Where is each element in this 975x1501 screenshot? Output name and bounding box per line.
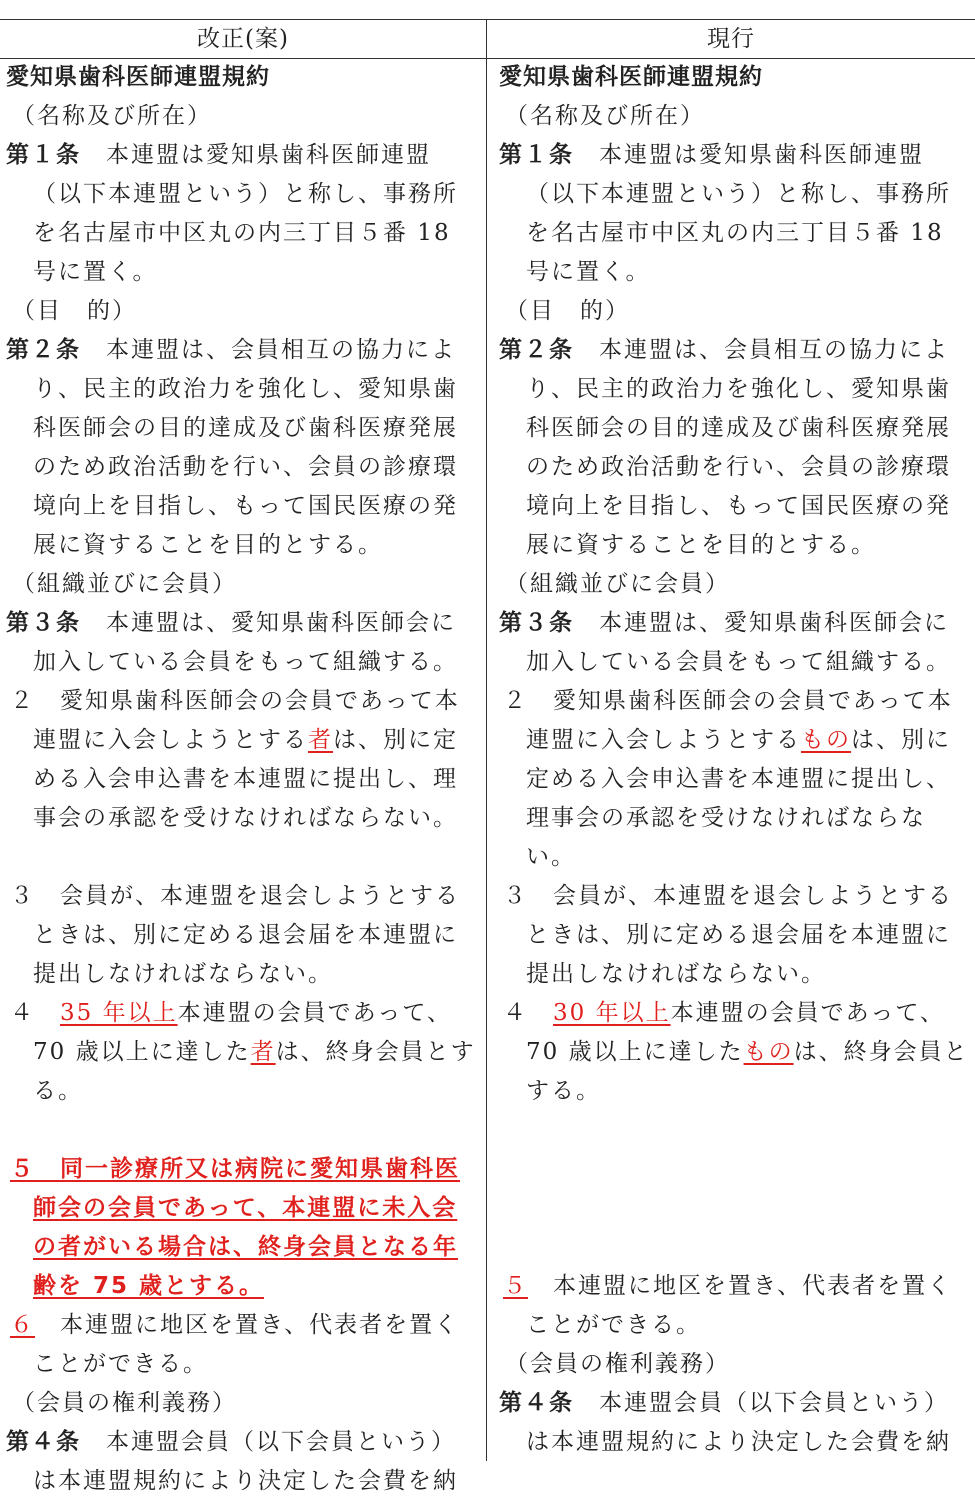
paragraph-text: 会員が、本連盟を退会しようとするときは、別に定める退会届を本連盟に提出しなければならない。: [33, 883, 460, 987]
article-2: [6, 331, 478, 565]
article-4: [6, 1423, 478, 1501]
spacer: [6, 838, 478, 877]
paragraph-number: ４: [10, 1000, 35, 1026]
caption-purpose: （目 的）: [12, 298, 137, 324]
spacer: [499, 1111, 969, 1150]
current-column: [499, 58, 969, 1462]
caption-member-rights: （会員の権利義務）: [12, 1390, 237, 1416]
caption-name-location: （名称及び所在）: [505, 103, 705, 129]
paragraph-number: ３: [10, 883, 35, 909]
article-text: 本連盟は愛知県歯科医師連盟（以下本連盟という）と称し、事務所を名古屋市中区丸の内三丁目５番 18 号に置く。: [33, 142, 458, 285]
paragraph-number: ５: [503, 1273, 528, 1299]
article-text: 本連盟は愛知県歯科医師連盟（以下本連盟という）と称し、事務所を名古屋市中区丸の内三丁目５番 18 号に置く。: [526, 142, 951, 285]
paragraph-text: 愛知県歯科医師会の会員であって本連盟に入会しようとする: [526, 688, 953, 753]
paragraph-text: は、別に定める入会申込書を本連盟に提出し、理事会の承認を受けなければならない。: [33, 727, 458, 831]
amended-text: 者: [308, 727, 333, 753]
changed-text: もの: [801, 727, 851, 753]
amended-text: 者: [250, 1039, 276, 1065]
document-title: 愛知県歯科医師連盟規約: [6, 64, 270, 90]
paragraph-2: [6, 682, 478, 838]
changed-text: 30 年以上: [553, 1000, 671, 1026]
spacer: [499, 1150, 969, 1189]
article-text: 本連盟は、会員相互の協力により、民主的政治力を強化し、愛知県歯科医師会の目的達成及び歯科医療発展のため政治活動を行い、会員の診療環境向上を目指し、もって国民医療の発展に資することを目的とする。: [33, 337, 458, 558]
caption-organization: （組織並びに会員）: [505, 571, 730, 597]
paragraph-3: [6, 877, 478, 994]
caption-organization: （組織並びに会員）: [12, 571, 237, 597]
amended-text: 35 年以上: [60, 1000, 178, 1026]
article-number: 第１条: [6, 142, 81, 168]
article-number: 第２条: [499, 337, 574, 363]
article-1: [499, 136, 969, 292]
paragraph-text: 本連盟の会員であって、70 歳以上に達した: [526, 1000, 945, 1065]
document-title: 愛知県歯科医師連盟規約: [499, 64, 763, 90]
article-1: [6, 136, 478, 292]
paragraph-5: [499, 1267, 969, 1345]
paragraph-number: ３: [503, 883, 528, 909]
article-number: 第３条: [6, 610, 81, 636]
paragraph-number: ２: [10, 688, 35, 714]
spacer: [499, 1189, 969, 1228]
paragraph-text: は、終身会員とする。: [33, 1039, 476, 1104]
paragraph-3: [499, 877, 969, 994]
article-3: [6, 604, 478, 682]
article-text: 本連盟は、愛知県歯科医師会に加入している会員をもって組織する。: [33, 610, 458, 675]
paragraph-text: 会員が、本連盟を退会しようとするときは、別に定める退会届を本連盟に提出しなければならない。: [526, 883, 953, 987]
article-number: 第１条: [499, 142, 574, 168]
spacer: [6, 1111, 478, 1150]
column-divider: [486, 19, 487, 1461]
paragraph-text: 本連盟の会員であって、70 歳以上に達した: [33, 1000, 452, 1065]
paragraph-4: [6, 994, 478, 1111]
article-4: [499, 1384, 969, 1462]
paragraph-number: ２: [503, 688, 528, 714]
article-2: [499, 331, 969, 565]
article-3: [499, 604, 969, 682]
header-proposed: 改正(案): [197, 26, 289, 52]
paragraph-6: [6, 1306, 478, 1384]
article-text: 本連盟会員（以下会員という）は本連盟規約により決定した会費を納: [526, 1390, 951, 1455]
paragraph-text: は、終身会員とする。: [526, 1039, 969, 1104]
caption-name-location: （名称及び所在）: [12, 103, 212, 129]
article-text: 本連盟は、愛知県歯科医師会に加入している会員をもって組織する。: [526, 610, 951, 675]
paragraph-text: 愛知県歯科医師会の会員であって本連盟に入会しようとする: [33, 688, 460, 753]
changed-text: もの: [743, 1039, 794, 1065]
paragraph-text: は、別に定める入会申込書を本連盟に提出し、理事会の承認を受けなければならない。: [526, 727, 951, 870]
header-current: 現行: [707, 26, 755, 52]
caption-purpose: （目 的）: [505, 298, 630, 324]
caption-member-rights: （会員の権利義務）: [505, 1351, 730, 1377]
paragraph-number: ４: [503, 1000, 528, 1026]
proposed-column: [6, 58, 478, 1501]
article-text: 本連盟は、会員相互の協力により、民主的政治力を強化し、愛知県歯科医師会の目的達成及び歯科医療発展のため政治活動を行い、会員の診療環境向上を目指し、もって国民医療の発展に資することを目的とする。: [526, 337, 951, 558]
spacer: [499, 1228, 969, 1267]
article-number: 第４条: [6, 1429, 81, 1455]
paragraph-5-new: [6, 1150, 478, 1306]
paragraph-text: 本連盟に地区を置き、代表者を置くことができる。: [526, 1273, 953, 1338]
paragraph-text: 本連盟に地区を置き、代表者を置くことができる。: [33, 1312, 460, 1377]
paragraph-number: ５: [10, 1156, 35, 1182]
article-text: 本連盟会員（以下会員という）は本連盟規約により決定した会費を納: [33, 1429, 458, 1494]
paragraph-4: [499, 994, 969, 1111]
paragraph-number: ６: [10, 1312, 35, 1338]
paragraph-2: [499, 682, 969, 877]
paragraph-text: 同一診療所又は病院に愛知県歯科医師会の会員であって、本連盟に未入会の者がいる場合は、終身会員となる年齢を 75 歳とする。: [33, 1156, 460, 1299]
article-number: 第３条: [499, 610, 574, 636]
article-number: 第４条: [499, 1390, 574, 1416]
article-number: 第２条: [6, 337, 81, 363]
